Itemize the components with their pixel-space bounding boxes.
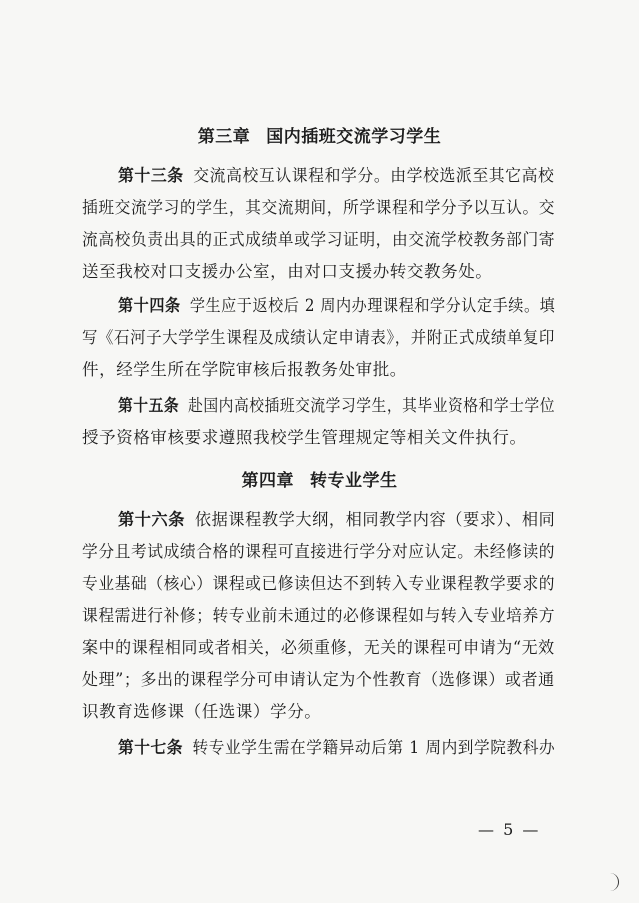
article-13 [82,160,556,288]
article-13-line-3: 流高校负责出具的正式成绩单或学习证明，由交流学校教务部门寄 [82,230,556,249]
article-15-label: 第十五条 [118,396,180,415]
article-16-line-4: 课程需进行补修；转专业前未通过的必修课程如与转入专业培养方 [82,606,556,625]
article-16-line-2: 学分且考试成绩合格的课程可直接进行学分对应认定。未经修读的 [82,542,556,561]
article-16-line-3: 专业基础（核心）课程或已修读但达不到转入专业课程教学要求的 [82,574,556,593]
article-16 [82,504,556,728]
chapter-4-title: 第四章 [241,471,294,491]
article-16-line-7: 识教育选修课（任选课）学分。 [82,702,322,721]
page-number: — 5 — [478,820,541,839]
article-13-label: 第十三条 [118,166,184,185]
article-15-line-1: 赴国内高校插班交流学习学生，其毕业资格和学士学位 [188,396,555,415]
article-14 [82,290,556,386]
article-16-line-6: 处理”；多出的课程学分可申请认定为个性教育（选修课）或者通 [82,670,555,689]
article-16-label: 第十六条 [118,510,186,529]
chapter-4-heading [0,466,639,491]
article-16-line-5: 案中的课程相同或者相关，必须重修，无关的课程可申请为“无效 [82,638,555,657]
article-17-line-1: 转专业学生需在学籍异动后第 1 周内到学院教科办 [192,738,556,757]
article-14-line-2: 写《石河子大学学生课程及成绩认定申请表》，并附正式成绩单复印 [82,328,555,347]
chapter-3-heading [0,122,639,147]
article-17-label: 第十七条 [118,738,183,757]
chapter-3-title: 第三章 [197,127,251,147]
article-13-line-1: 交流高校互认课程和学分。由学校选派至其它高校 [193,166,555,185]
article-13-line-4: 送至我校对口支援办公室，由对口支援办转交教务处。 [82,262,493,281]
article-17 [118,732,555,764]
article-13-line-2: 插班交流学习的学生，其交流期间，所学课程和学分予以互认。交 [82,198,556,217]
article-14-label: 第十四条 [118,296,181,315]
article-14-line-3: 件，经学生所在学院审核后报教务处审批。 [82,360,407,379]
chapter-3-subtitle: 国内插班交流学习学生 [266,127,442,147]
article-16-line-1: 依据课程教学大纲，相同教学内容（要求）、相同 [194,510,556,529]
article-15 [82,390,555,454]
scan-edge-mark [610,873,619,891]
article-14-line-1: 学生应于返校后 2 周内办理课程和学分认定手续。填 [189,296,556,315]
chapter-4-subtitle: 转专业学生 [310,471,398,491]
article-15-line-2: 授予资格审核要求遵照我校学生管理规定等相关文件执行。 [82,428,527,447]
